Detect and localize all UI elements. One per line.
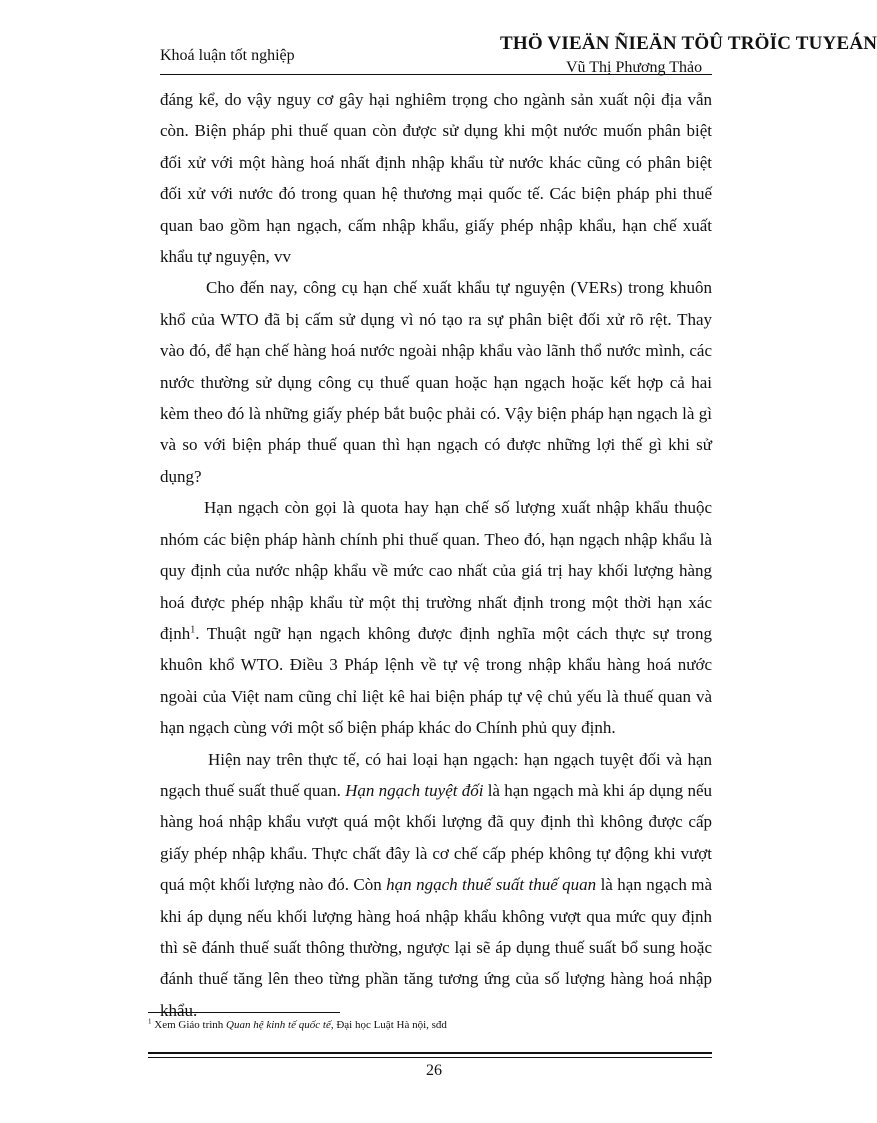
footer-rule-thin [148, 1057, 712, 1058]
body-text [160, 84, 712, 1026]
footnote-marker: 1 [148, 1017, 152, 1026]
term-absolute-quota: Hạn ngạch tuyệt đối [345, 780, 484, 800]
paragraph-2: Cho đến nay, công cụ hạn chế xuất khẩu tự nguyện (VERs) trong khuôn khổ của WTO đã bị cấm sử dụng vì nó tạo ra sự phân biệt đối xử rõ rệt. Thay vào đó, để hạn chế hàng hoá nước ngoài nhập khẩu vào lãnh thổ nước mình, các nước thường sử dụng công cụ thuế quan hoặc hạn ngạch hoặc kết hợp cả hai kèm theo đó là những giấy phép bắt buộc phải có. Vậy biện pháp hạn ngạch là gì và so với biện pháp thuế quan thì hạn ngạch có được những lợi thế gì khi sử dụng? [160, 278, 712, 486]
paragraph-4-text-a: Hiện nay trên thực tế, có hai loại hạn ngạch: hạn ngạch tuyệt đối và hạn ngạch thuế suất thuế quan. [160, 749, 712, 800]
paragraph-1: đáng kể, do vậy nguy cơ gây hại nghiêm trọng cho ngành sản xuất nội địa vẫn còn. Biện pháp phi thuế quan còn được sử dụng khi một nước muốn phân biệt đối xử với một hàng hoá nhất định nhập khẩu từ nước khác cũng có phân biệt đối xử với nước đó trong quan hệ thương mại quốc tế. Các biện pháp phi thuế quan bao gồm hạn ngạch, cấm nhập khẩu, giấy phép nhập khẩu, hạn chế xuất khẩu tự nguyện, vv [160, 90, 712, 267]
footnote-text-a: Xem Giáo trình [151, 1019, 227, 1031]
footnote-rule [148, 1012, 340, 1013]
term-tariff-rate-quota: hạn ngạch thuế suất thuế quan [386, 875, 597, 895]
header-author-name: Vũ Thị Phương Thảo [566, 59, 703, 76]
footnote-reference: 1 [190, 624, 196, 636]
footnote-text-b: , Đại học Luật Hà nội, sđd [330, 1019, 447, 1031]
watermark-text: THÖ VIEÄN ÑIEÄN TÖÛ TRÖÏC TUYEÁN [500, 33, 877, 54]
footnote-book-title: Quan hệ kinh tế quốc tế [226, 1019, 331, 1031]
paragraph-3 [160, 492, 712, 743]
paragraph-4 [160, 744, 712, 1027]
header-rule [160, 74, 712, 75]
page-number: 26 [426, 1062, 442, 1079]
paragraph-4-text-c: là hạn ngạch mà khi áp dụng nếu khối lượng hàng hoá nhập khẩu không vượt qua mức quy định thì sẽ đánh thuế suất thông thường, ngược lại sẽ áp dụng thuế suất bổ sung hoặc đánh thuế tăng lên theo từng phần tăng tương ứng của số lượng hàng hoá nhập khẩu. [160, 875, 712, 1020]
header-document-title: Khoá luận tốt nghiệp [160, 47, 295, 64]
paragraph-4-text-b: là hạn ngạch mà khi áp dụng nếu hàng hoá nhập khẩu vượt quá một khối lượng đã quy định thì không được cấp giấy phép nhập khẩu. Thực chất đây là cơ chế cấp phép không tự động khi vượt quá một khối lượng nào đó. Còn [160, 780, 712, 895]
footer-rule-thick [148, 1052, 712, 1054]
footnote [148, 1018, 447, 1032]
paragraph-3-text-a: Hạn ngạch còn gọi là quota hay hạn chế số lượng xuất nhập khẩu thuộc nhóm các biện pháp hành chính phi thuế quan. Theo đó, hạn ngạch nhập khẩu là quy định của nước nhập khẩu về mức cao nhất của giá trị hay khối lượng hàng hoá được phép nhập khẩu từ một thị trường nhất định trong một thời hạn xác định [160, 498, 712, 643]
paragraph-3-text-b: . Thuật ngữ hạn ngạch không được định nghĩa một cách thực sự trong khuôn khổ WTO. Điều 3 Pháp lệnh về tự vệ trong nhập khẩu hàng hoá nước ngoài của Việt nam cũng chỉ liệt kê hai biện pháp tự vệ chủ yếu là thuế quan và hạn ngạch cùng với một số biện pháp khác do Chính phủ quy định. [160, 623, 712, 738]
